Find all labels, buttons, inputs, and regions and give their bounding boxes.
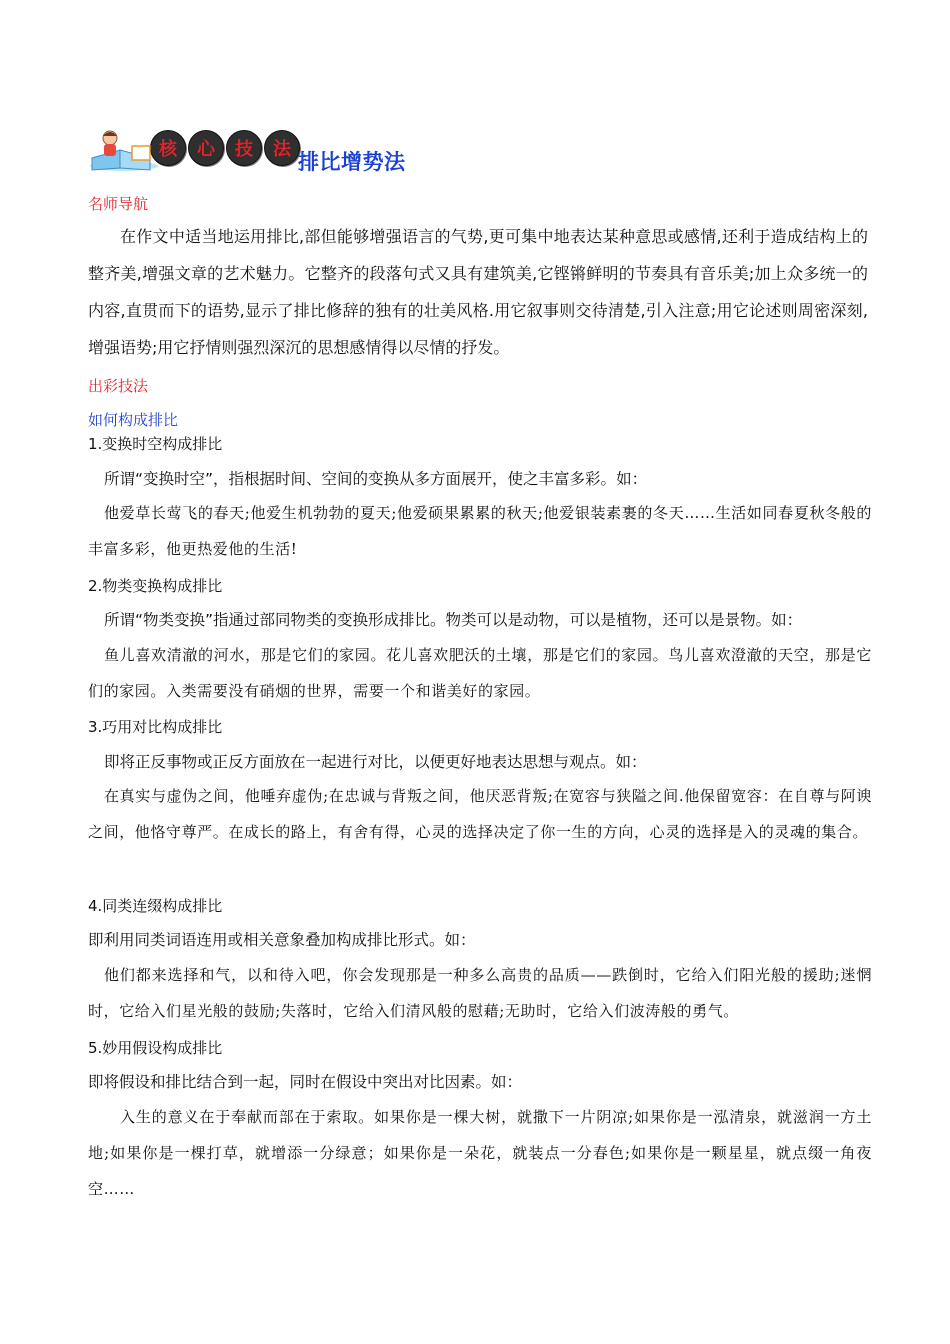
item-description: 即利用同类词语连用或相关意象叠加构成排比形式。如：	[88, 931, 476, 949]
guide-paragraph: 在作文中适当地运用排比,部但能够增强语言的气势,更可集中地表达某种意思或感情,还利于造成结构上的整齐美,增强文章的艺术魅力。它整齐的段落句式又具有建筑美,它铿锵鲜明的节奏具有音乐美;加上众多统一的内容,直贯而下的语势,显示了排比修辞的独有的壮美风格.用它叙事则交待清楚,引入注意;用它论述则周密深刻,增强语势;用它抒情则强烈深沉的思想感情得以尽情的抒发。	[88, 227, 868, 357]
item-description: 所谓“变换时空”，指根据时间、空间的变换从多方面展开，使之丰富多彩。如：	[104, 470, 648, 488]
section-heading-guide: 名师导航	[88, 195, 149, 213]
item-example: 在真实与虚伪之间，他唾弃虚伪;在忠诚与背叛之间，他厌恶背叛;在宽容与狭隘之间.他保留宽容：在自尊与阿谀之间，他恪守尊严。在成长的路上，有舍有得，心灵的选择决定了你一生的方向，心灵的选择是入的灵魂的集合。	[88, 787, 872, 841]
subheading-how-to: 如何构成排比	[88, 411, 179, 429]
item-description: 即将正反事物或正反方面放在一起进行对比，以便更好地表达思想与观点。如：	[104, 753, 647, 771]
reading-child-illustration	[88, 128, 160, 172]
item-description: 即将假设和排比结合到一起，同时在假设中突出对比因素。如：	[88, 1073, 523, 1091]
item-title: 2.物类变换构成排比	[88, 577, 223, 595]
item-title: 5.妙用假设构成排比	[88, 1039, 223, 1057]
item-title: 1.变换时空构成排比	[88, 435, 223, 453]
badge-char: 核	[150, 130, 186, 166]
section-heading-techniques: 出彩技法	[88, 377, 149, 395]
badge-char: 技	[226, 130, 262, 166]
item-description: 所谓“物类变换”指通过部同物类的变换形成排比。物类可以是动物，可以是植物，还可以是景物。如：	[104, 611, 803, 629]
item-example: 他爱草长莺飞的春天;他爱生机勃勃的夏天;他爱硕果累累的秋天;他爱银装素裹的冬天……生活如同春夏秋冬般的丰富多彩，他更热爱他的生活!	[88, 504, 872, 558]
page-title: 排比增势法	[298, 150, 406, 174]
badge-char: 法	[264, 130, 300, 166]
item-example: 入生的意义在于奉献而部在于索取。如果你是一棵大树，就撒下一片阴凉;如果你是一泓清泉，就滋润一方土地;如果你是一棵打草，就增添一分绿意；如果你是一朵花，就装点一分春色;如果你是一颗星星，就点缀一角夜空……	[88, 1108, 872, 1198]
header-badge	[88, 124, 300, 172]
item-title: 3.巧用对比构成排比	[88, 718, 223, 736]
item-example: 鱼儿喜欢清澈的河水，那是它们的家园。花儿喜欢肥沃的土壤，那是它们的家园。鸟儿喜欢澄澈的天空，那是它们的家园。入类需要没有硝烟的世界，需要一个和谐美好的家园。	[88, 646, 872, 700]
badge-char: 心	[188, 130, 224, 166]
item-title: 4.同类连缀构成排比	[88, 897, 223, 915]
badge-group	[150, 130, 300, 166]
item-example: 他们都来选择和气，以和待入吧，你会发现那是一种多么高贵的品质——跌倒时，它给入们阳光般的援助;迷惘时，它给入们星光般的鼓励;失落时，它给入们清风般的慰藉;无助时，它给入们波涛般的勇气。	[88, 966, 872, 1020]
